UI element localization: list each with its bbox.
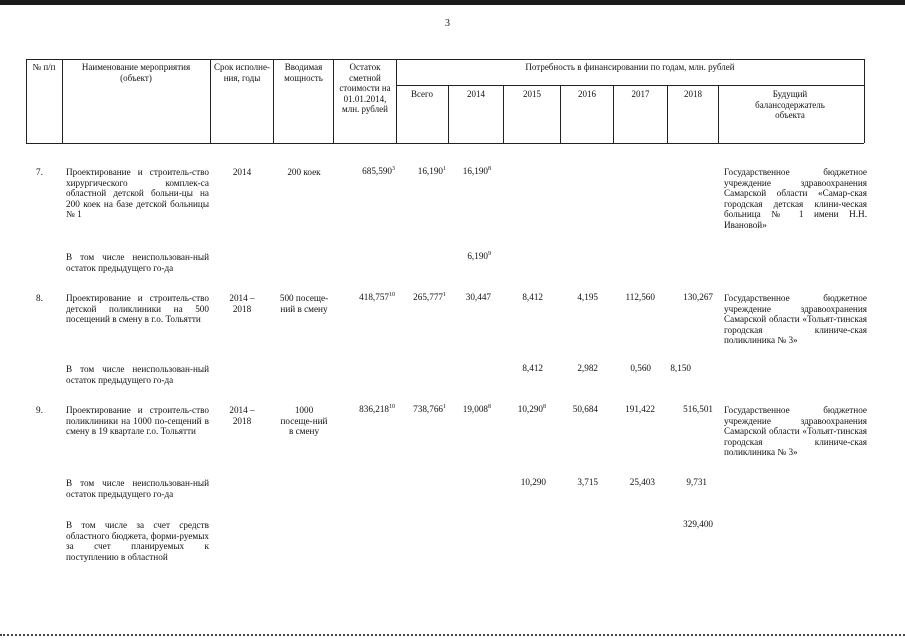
row-2014: 6,190$^9$ bbox=[467, 250, 491, 261]
header-year-2017: 2017 bbox=[631, 89, 650, 99]
row-name: Проектирование и строитель-ство детской поликлиники на 500 посещений в смену в г.о. Тольятти bbox=[66, 293, 209, 325]
header-num: № п/п bbox=[32, 62, 56, 72]
header-name: Наименование мероприятия (объект) bbox=[81, 62, 191, 83]
row-total: 738,766$^1$ bbox=[413, 403, 446, 414]
row-2016: 50,684 bbox=[572, 404, 598, 414]
row-2017: 112,560 bbox=[625, 292, 655, 302]
row-2016: 4,195 bbox=[577, 292, 598, 302]
row-term: 2014 – 2018 bbox=[229, 405, 255, 426]
row-name: В том числе неиспользован-ный остаток предыдущего го-да bbox=[66, 364, 209, 385]
row-name: В том числе за счет средств областного бюджета, форми-руемых за счет планируемых к поступлению в областной bbox=[66, 520, 209, 562]
header-year-2018: 2018 bbox=[684, 89, 702, 99]
row-total: 16,190$^1$ bbox=[417, 165, 446, 176]
row-holder: Государственное бюджетное учреждение здравоохранения Самарской области «Тольят-тинская городская клиниче-ская поликлиника № 3» bbox=[724, 405, 867, 458]
row-2017: 191,422 bbox=[625, 404, 655, 414]
row-name: Проектирование и строитель-ство хирургического комплек-са областной детской больни-цы на 200 коек на базе детской больницы № 1 bbox=[66, 167, 209, 220]
row-name: В том числе неиспользован-ный остаток предыдущего го-да bbox=[66, 252, 209, 273]
row-2014: 16,190$^8$ bbox=[462, 165, 491, 176]
bottom-border bbox=[0, 634, 905, 636]
row-term: 2014 – 2018 bbox=[229, 293, 255, 314]
header-holder: Будущий балансодержатель объекта bbox=[755, 89, 825, 120]
row-remainder: 685,590$^3$ bbox=[362, 165, 395, 176]
row-2018: 130,267 bbox=[683, 292, 713, 302]
header-year-2015: 2015 bbox=[523, 89, 541, 99]
row-2017: 25,403 bbox=[629, 477, 655, 487]
row-remainder: 418,757$^{10}$ bbox=[359, 291, 395, 302]
row-capacity: 500 посеще-ний в смену bbox=[279, 293, 329, 314]
row-2016: 2,982 bbox=[577, 363, 598, 373]
row-remainder: 836,218$^{10}$ bbox=[359, 403, 395, 414]
header-year-2014: 2014 bbox=[467, 89, 485, 99]
header-term: Срок исполне-ния, годы bbox=[214, 62, 270, 83]
row-2015: 8,412 bbox=[522, 363, 543, 373]
row-name: Проектирование и строитель-ство поликлиники на 1000 по-сещений в смену в 19 квартале г.о. Тольятти bbox=[66, 405, 209, 437]
row-term: 2014 bbox=[232, 167, 252, 177]
row-number: 9. bbox=[36, 405, 43, 415]
row-holder: Государственное бюджетное учреждение здравоохранения Самарской области «Тольят-тинская городская клиниче-ская поликлиника № 3» bbox=[724, 293, 867, 346]
row-total: 265,777$^1$ bbox=[413, 291, 446, 302]
header-need: Потребность в финансировании по годам, млн. рублей bbox=[525, 62, 735, 72]
header-year-2016: 2016 bbox=[578, 89, 596, 99]
row-2015: 8,412 bbox=[522, 292, 543, 302]
row-holder: Государственное бюджетное учреждение здравоохранения Самарской области «Самар-ская городская детская клини-ческая больница № 1 имени Н.Н. Ивановой» bbox=[724, 167, 867, 230]
row-number: 7. bbox=[36, 167, 43, 177]
row-capacity: 1000 посеще-ний в смену bbox=[280, 405, 328, 437]
row-2017: 0,560 bbox=[630, 363, 651, 373]
page-number: 3 bbox=[445, 18, 450, 29]
header-remainder: Остаток сметной стоимости на 01.01.2014, млн. рублей bbox=[339, 62, 391, 114]
row-number: 8. bbox=[36, 293, 43, 303]
row-2018: 329,400 bbox=[683, 519, 713, 529]
row-capacity: 200 коек bbox=[287, 167, 321, 177]
row-2018: 516,501 bbox=[683, 404, 713, 414]
top-border bbox=[0, 0, 905, 5]
row-2015: 10,290 bbox=[520, 477, 546, 487]
row-2015: 10,290$^8$ bbox=[517, 403, 546, 414]
header-total: Всего bbox=[410, 89, 434, 99]
header-capacity: Вводимая мощность bbox=[284, 62, 323, 83]
row-2014: 30,447 bbox=[465, 292, 491, 302]
row-2016: 3,715 bbox=[577, 477, 598, 487]
row-name: В том числе неиспользован-ный остаток предыдущего го-да bbox=[66, 478, 209, 499]
row-2014: 19,008$^8$ bbox=[462, 403, 491, 414]
row-2018: 9,731 bbox=[686, 477, 707, 487]
row-2018: 8,150 bbox=[670, 363, 691, 373]
